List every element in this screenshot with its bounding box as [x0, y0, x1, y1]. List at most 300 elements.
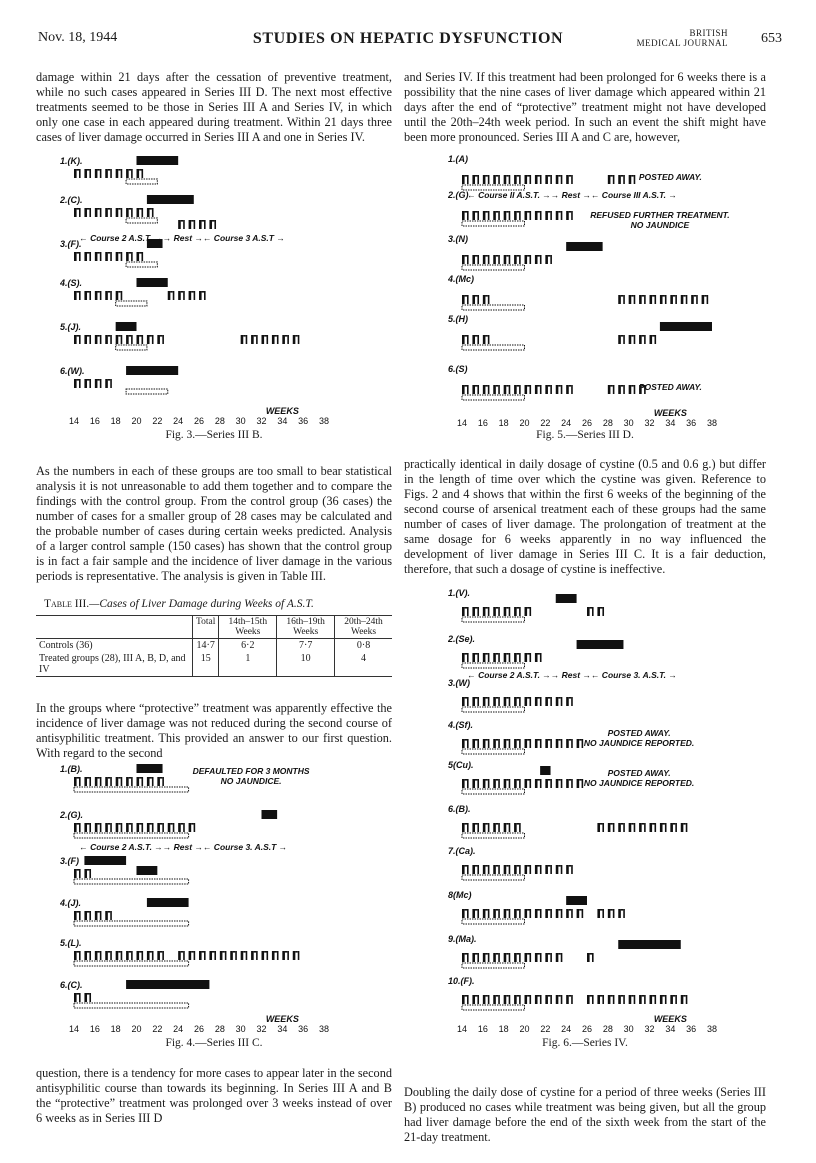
injection-mark [527, 953, 529, 955]
injection-mark [105, 911, 108, 920]
patient-label: 6.(C). [60, 980, 83, 990]
injection-mark [84, 823, 87, 832]
injection-mark [540, 175, 542, 184]
injection-mark [79, 208, 81, 217]
injection-mark [129, 951, 131, 953]
injection-mark [561, 995, 563, 1004]
axis-label: WEEKS [653, 1014, 687, 1024]
injection-mark [142, 335, 144, 344]
injection-mark [558, 953, 560, 955]
injection-mark [121, 169, 123, 178]
injection-mark [89, 911, 91, 920]
injection-mark [519, 697, 521, 706]
injection-mark [525, 909, 528, 918]
injection-mark [79, 291, 81, 300]
injection-mark [472, 385, 475, 394]
injection-mark [230, 951, 233, 960]
injection-mark [147, 823, 150, 832]
injection-mark [477, 779, 479, 788]
injection-mark [579, 779, 581, 781]
injection-mark [472, 697, 475, 706]
injection-mark [483, 995, 486, 1004]
injection-mark [462, 211, 465, 220]
injection-mark [610, 385, 612, 387]
injection-mark [87, 252, 89, 254]
axis-tick-label: 28 [602, 418, 613, 428]
injection-mark [509, 739, 511, 748]
injection-mark [89, 823, 91, 832]
cystine-treatment-bar [126, 179, 157, 184]
injection-mark [634, 385, 636, 394]
injection-mark [79, 335, 81, 344]
injection-mark [506, 385, 508, 387]
injection-mark [535, 953, 538, 962]
injection-mark [569, 739, 571, 741]
injection-mark [204, 951, 206, 960]
injection-mark [506, 865, 508, 867]
injection-mark [639, 823, 642, 832]
injection-mark [493, 211, 496, 220]
paragraph-left-after-table: In the groups where “protective” treatment was apparently effective the incidence of liver damage was not reduced during the second course of antisyphilitic treatment. This provided an answer to our first question. With regard to the second [36, 701, 392, 760]
injection-mark [209, 951, 212, 960]
axis-tick-label: 26 [193, 1024, 205, 1034]
injection-mark [509, 953, 511, 962]
injection-mark [181, 220, 183, 222]
injection-mark [548, 697, 550, 699]
injection-mark [87, 379, 89, 381]
injection-mark [108, 291, 110, 293]
injection-mark [485, 295, 487, 297]
injection-mark [95, 208, 98, 217]
injection-mark [488, 211, 490, 220]
injection-mark [465, 697, 467, 699]
injection-mark [525, 739, 528, 748]
injection-mark [631, 175, 633, 177]
liver-damage-bar [147, 195, 194, 204]
injection-mark [74, 169, 77, 178]
injection-mark [79, 951, 81, 960]
injection-mark [162, 335, 164, 344]
injection-mark [189, 291, 192, 300]
injection-mark [642, 995, 644, 997]
patient-label: 3.(W) [448, 678, 470, 688]
injection-mark [467, 697, 469, 706]
liver-damage-bar [126, 980, 209, 989]
axis-tick-label: 32 [256, 1024, 267, 1034]
injection-mark [142, 208, 144, 217]
injection-mark [592, 953, 594, 962]
injection-mark [550, 211, 552, 220]
injection-mark [488, 953, 490, 962]
injection-mark [498, 865, 500, 874]
injection-mark [251, 951, 254, 960]
injection-mark [509, 865, 511, 874]
injection-mark [222, 951, 224, 953]
injection-mark [87, 335, 89, 337]
injection-mark [105, 169, 108, 178]
injection-mark [506, 175, 508, 177]
running-title: STUDIES ON HEPATIC DYSFUNCTION [252, 30, 564, 47]
injection-mark [100, 208, 102, 217]
injection-mark [504, 823, 507, 832]
injection-mark [483, 255, 486, 264]
note-no-jaundice: NO JAUNDICE REPORTED. [583, 738, 695, 748]
injection-mark [108, 169, 110, 171]
injection-mark [475, 607, 477, 609]
injection-mark [644, 295, 646, 304]
injection-mark [275, 335, 277, 337]
injection-mark [587, 995, 590, 1004]
injection-mark [467, 211, 469, 220]
injection-mark [504, 175, 507, 184]
injection-mark [550, 255, 552, 264]
injection-mark [561, 953, 563, 962]
injection-mark [170, 823, 172, 825]
axis-label: WEEKS [265, 406, 299, 416]
injection-mark [97, 252, 99, 254]
injection-mark [488, 385, 490, 394]
note-posted-away: POSTED AWAY. [607, 728, 671, 738]
axis-tick-label: 18 [498, 1024, 509, 1034]
axis-tick-label: 16 [477, 1024, 488, 1034]
injection-mark [116, 291, 119, 300]
injection-mark [610, 175, 612, 177]
injection-mark [558, 175, 560, 177]
axis-tick-label: 38 [706, 418, 718, 428]
injection-mark [212, 220, 214, 222]
injection-mark [496, 653, 498, 655]
injection-mark [77, 777, 79, 779]
injection-mark [496, 823, 498, 825]
injection-mark [121, 208, 123, 217]
injection-mark [256, 951, 258, 960]
injection-mark [129, 777, 131, 779]
injection-mark [118, 169, 120, 171]
injection-mark [262, 335, 265, 344]
injection-mark [608, 909, 611, 918]
injection-mark [97, 291, 99, 293]
injection-mark [519, 953, 521, 962]
injection-mark [660, 823, 663, 832]
injection-mark [475, 953, 477, 955]
injection-mark [538, 211, 540, 213]
injection-mark [483, 953, 486, 962]
injection-mark [519, 739, 521, 748]
injection-mark [121, 335, 123, 344]
injection-mark [519, 823, 521, 832]
injection-mark [152, 951, 154, 960]
patient-label: 1.(K). [60, 156, 83, 166]
injection-mark [89, 777, 91, 786]
injection-mark [462, 953, 465, 962]
injection-mark [246, 951, 248, 960]
injection-mark [517, 909, 519, 911]
injection-mark [97, 777, 99, 779]
injection-mark [530, 909, 532, 918]
injection-mark [181, 823, 183, 825]
injection-mark [665, 823, 667, 832]
injection-mark [535, 175, 538, 184]
table-row [36, 652, 392, 677]
injection-mark [116, 252, 119, 261]
injection-mark [150, 823, 152, 825]
injection-mark [517, 211, 519, 213]
injection-mark [498, 995, 500, 1004]
injection-mark [241, 335, 244, 344]
injection-mark [126, 951, 129, 960]
injection-mark [642, 335, 644, 337]
injection-mark [483, 607, 486, 616]
injection-mark [506, 653, 508, 655]
injection-mark [618, 295, 621, 304]
injection-mark [514, 909, 517, 918]
injection-mark [118, 951, 120, 953]
injection-mark [558, 779, 560, 781]
injection-mark [707, 295, 709, 304]
injection-mark [498, 255, 500, 264]
liver-damage-bar [577, 640, 624, 649]
injection-mark [527, 653, 529, 655]
injection-mark [110, 252, 112, 261]
injection-mark [519, 865, 521, 874]
injection-mark [110, 911, 112, 920]
injection-mark [623, 295, 625, 304]
injection-mark [483, 865, 486, 874]
patient-label: 1.(A) [448, 154, 468, 164]
injection-mark [545, 909, 548, 918]
table-cell: 1 [219, 652, 277, 677]
injection-mark [97, 823, 99, 825]
injection-mark [571, 739, 573, 748]
patient-label: 6.(W). [60, 366, 85, 376]
injection-mark [100, 291, 102, 300]
injection-mark [569, 865, 571, 867]
injection-mark [462, 739, 465, 748]
injection-mark [702, 295, 705, 304]
injection-mark [95, 823, 98, 832]
injection-mark [282, 951, 285, 960]
injection-mark [100, 169, 102, 178]
note-posted-away: POSTED AWAY. [607, 768, 671, 778]
injection-mark [79, 252, 81, 261]
injection-mark [100, 951, 102, 960]
injection-mark [602, 607, 604, 616]
injection-mark [504, 653, 507, 662]
axis-tick-label: 20 [131, 1024, 142, 1034]
injection-mark [485, 653, 487, 655]
patient-label: 4.(Mc) [448, 274, 475, 284]
axis-tick-label: 14 [68, 416, 80, 426]
axis-tick-label: 38 [318, 416, 330, 426]
patient-label: 3.(F). [60, 239, 82, 249]
injection-mark [74, 777, 77, 786]
injection-mark [623, 823, 625, 832]
injection-mark [655, 295, 657, 304]
figure-5 [448, 154, 768, 430]
patient-label: 1.(B). [60, 764, 83, 774]
injection-mark [465, 953, 467, 955]
injection-mark [634, 335, 636, 344]
injection-mark [462, 385, 465, 394]
injection-mark [97, 335, 99, 337]
injection-mark [485, 211, 487, 213]
injection-mark [462, 255, 465, 264]
injection-mark [89, 291, 91, 300]
injection-mark [87, 169, 89, 171]
injection-mark [577, 779, 580, 788]
injection-mark [462, 295, 465, 304]
injection-mark [472, 995, 475, 1004]
injection-mark [561, 739, 563, 748]
injection-mark [178, 291, 181, 300]
journal-name-line1: BRITISH [689, 28, 728, 38]
injection-mark [631, 295, 633, 297]
injection-mark [147, 335, 150, 344]
injection-mark [483, 697, 486, 706]
injection-mark [483, 779, 486, 788]
liver-damage-bar [137, 866, 158, 875]
note-no-jaundice: NO JAUNDICE REPORTED. [583, 778, 695, 788]
injection-mark [566, 779, 569, 788]
injection-mark [527, 255, 529, 257]
injection-mark [642, 295, 644, 297]
injection-mark [514, 175, 517, 184]
injection-mark [152, 777, 154, 786]
injection-mark [475, 255, 477, 257]
injection-mark [162, 951, 164, 960]
injection-mark [527, 175, 529, 177]
injection-mark [566, 909, 569, 918]
injection-mark [147, 777, 150, 786]
injection-mark [629, 295, 632, 304]
table-cell: 6·2 [219, 639, 277, 653]
injection-mark [100, 379, 102, 388]
injection-mark [517, 953, 519, 955]
injection-mark [514, 865, 517, 874]
injection-mark [483, 295, 486, 304]
injection-mark [686, 823, 688, 832]
injection-mark [538, 653, 540, 655]
injection-mark [194, 291, 196, 300]
injection-mark [472, 211, 475, 220]
injection-mark [170, 291, 172, 293]
injection-mark [498, 739, 500, 748]
cystine-treatment-bar [116, 345, 147, 350]
axis-tick-label: 16 [89, 1024, 100, 1034]
injection-mark [475, 335, 477, 337]
injection-mark [142, 951, 144, 960]
injection-mark [517, 779, 519, 781]
injection-mark [621, 295, 623, 297]
injection-mark [105, 291, 108, 300]
injection-mark [556, 385, 559, 394]
axis-tick-label: 26 [581, 1024, 593, 1034]
injection-mark [235, 951, 237, 960]
axis-label: WEEKS [653, 408, 687, 418]
injection-mark [561, 779, 563, 788]
injection-mark [600, 995, 602, 997]
paragraph-left-top: damage within 21 days after the cessation of preventive treatment, while no such cases appeared in Series III D. The next most effective treatments seemed to be those in Series III A and Series IV, in which only one case in each appeared during treatment. Within 21 days three cases of liver damage occurred in Series III A and one in Series IV. [36, 70, 392, 144]
injection-mark [181, 951, 183, 953]
injection-mark [89, 993, 91, 1002]
axis-tick-label: 14 [456, 418, 468, 428]
injection-mark [629, 335, 632, 344]
injection-mark [477, 995, 479, 1004]
injection-mark [84, 252, 87, 261]
cystine-treatment-bar [462, 265, 525, 270]
injection-mark [137, 951, 140, 960]
injection-mark [477, 335, 479, 344]
injection-mark [535, 995, 538, 1004]
injection-mark [530, 385, 532, 394]
injection-mark [287, 335, 289, 344]
injection-mark [89, 169, 91, 178]
injection-mark [629, 175, 632, 184]
injection-mark [545, 779, 548, 788]
injection-mark [660, 995, 663, 1004]
axis-tick-label: 36 [298, 416, 309, 426]
injection-mark [467, 995, 469, 1004]
injection-mark [139, 777, 141, 779]
injection-mark [517, 175, 519, 177]
injection-mark [623, 995, 625, 1004]
injection-mark [597, 607, 600, 616]
injection-mark [87, 291, 89, 293]
axis-tick-label: 34 [665, 418, 676, 428]
injection-mark [295, 951, 297, 953]
liver-damage-bar [147, 898, 189, 907]
cystine-treatment-bar [462, 345, 525, 350]
injection-mark [475, 823, 477, 825]
injection-mark [517, 385, 519, 387]
injection-mark [525, 779, 528, 788]
figure-4 [60, 762, 380, 1036]
injection-mark [634, 995, 636, 1004]
injection-mark [517, 739, 519, 741]
injection-mark [681, 823, 684, 832]
injection-mark [483, 211, 486, 220]
injection-mark [74, 911, 77, 920]
header-date: Nov. 18, 1944 [38, 30, 118, 45]
injection-mark [631, 385, 633, 387]
injection-mark [566, 739, 569, 748]
injection-mark [540, 865, 542, 874]
injection-mark [467, 823, 469, 832]
injection-mark [556, 175, 559, 184]
injection-mark [157, 777, 160, 786]
axis-tick-label: 34 [277, 416, 288, 426]
injection-mark [663, 295, 665, 297]
injection-mark [577, 739, 580, 748]
injection-mark [600, 607, 602, 609]
injection-mark [644, 335, 646, 344]
injection-mark [517, 653, 519, 655]
injection-mark [282, 335, 285, 344]
injection-mark [137, 777, 140, 786]
injection-mark [110, 823, 112, 832]
injection-mark [571, 995, 573, 1004]
injection-mark [287, 951, 289, 960]
injection-mark [108, 911, 110, 913]
injection-mark [462, 335, 465, 344]
injection-mark [100, 911, 102, 920]
injection-mark [550, 779, 552, 788]
injection-mark [540, 255, 542, 264]
injection-mark [160, 777, 162, 779]
injection-mark [465, 995, 467, 997]
paragraph-left-bottom: question, there is a tendency for more cases to appear later in the second antisyphilitic course than towards its beginning. In Series III A and B the “protective” treatment was prolonged over 3 weeks instead of over 6 weeks as in Series III D [36, 1066, 392, 1125]
cystine-treatment-bar [462, 305, 525, 310]
